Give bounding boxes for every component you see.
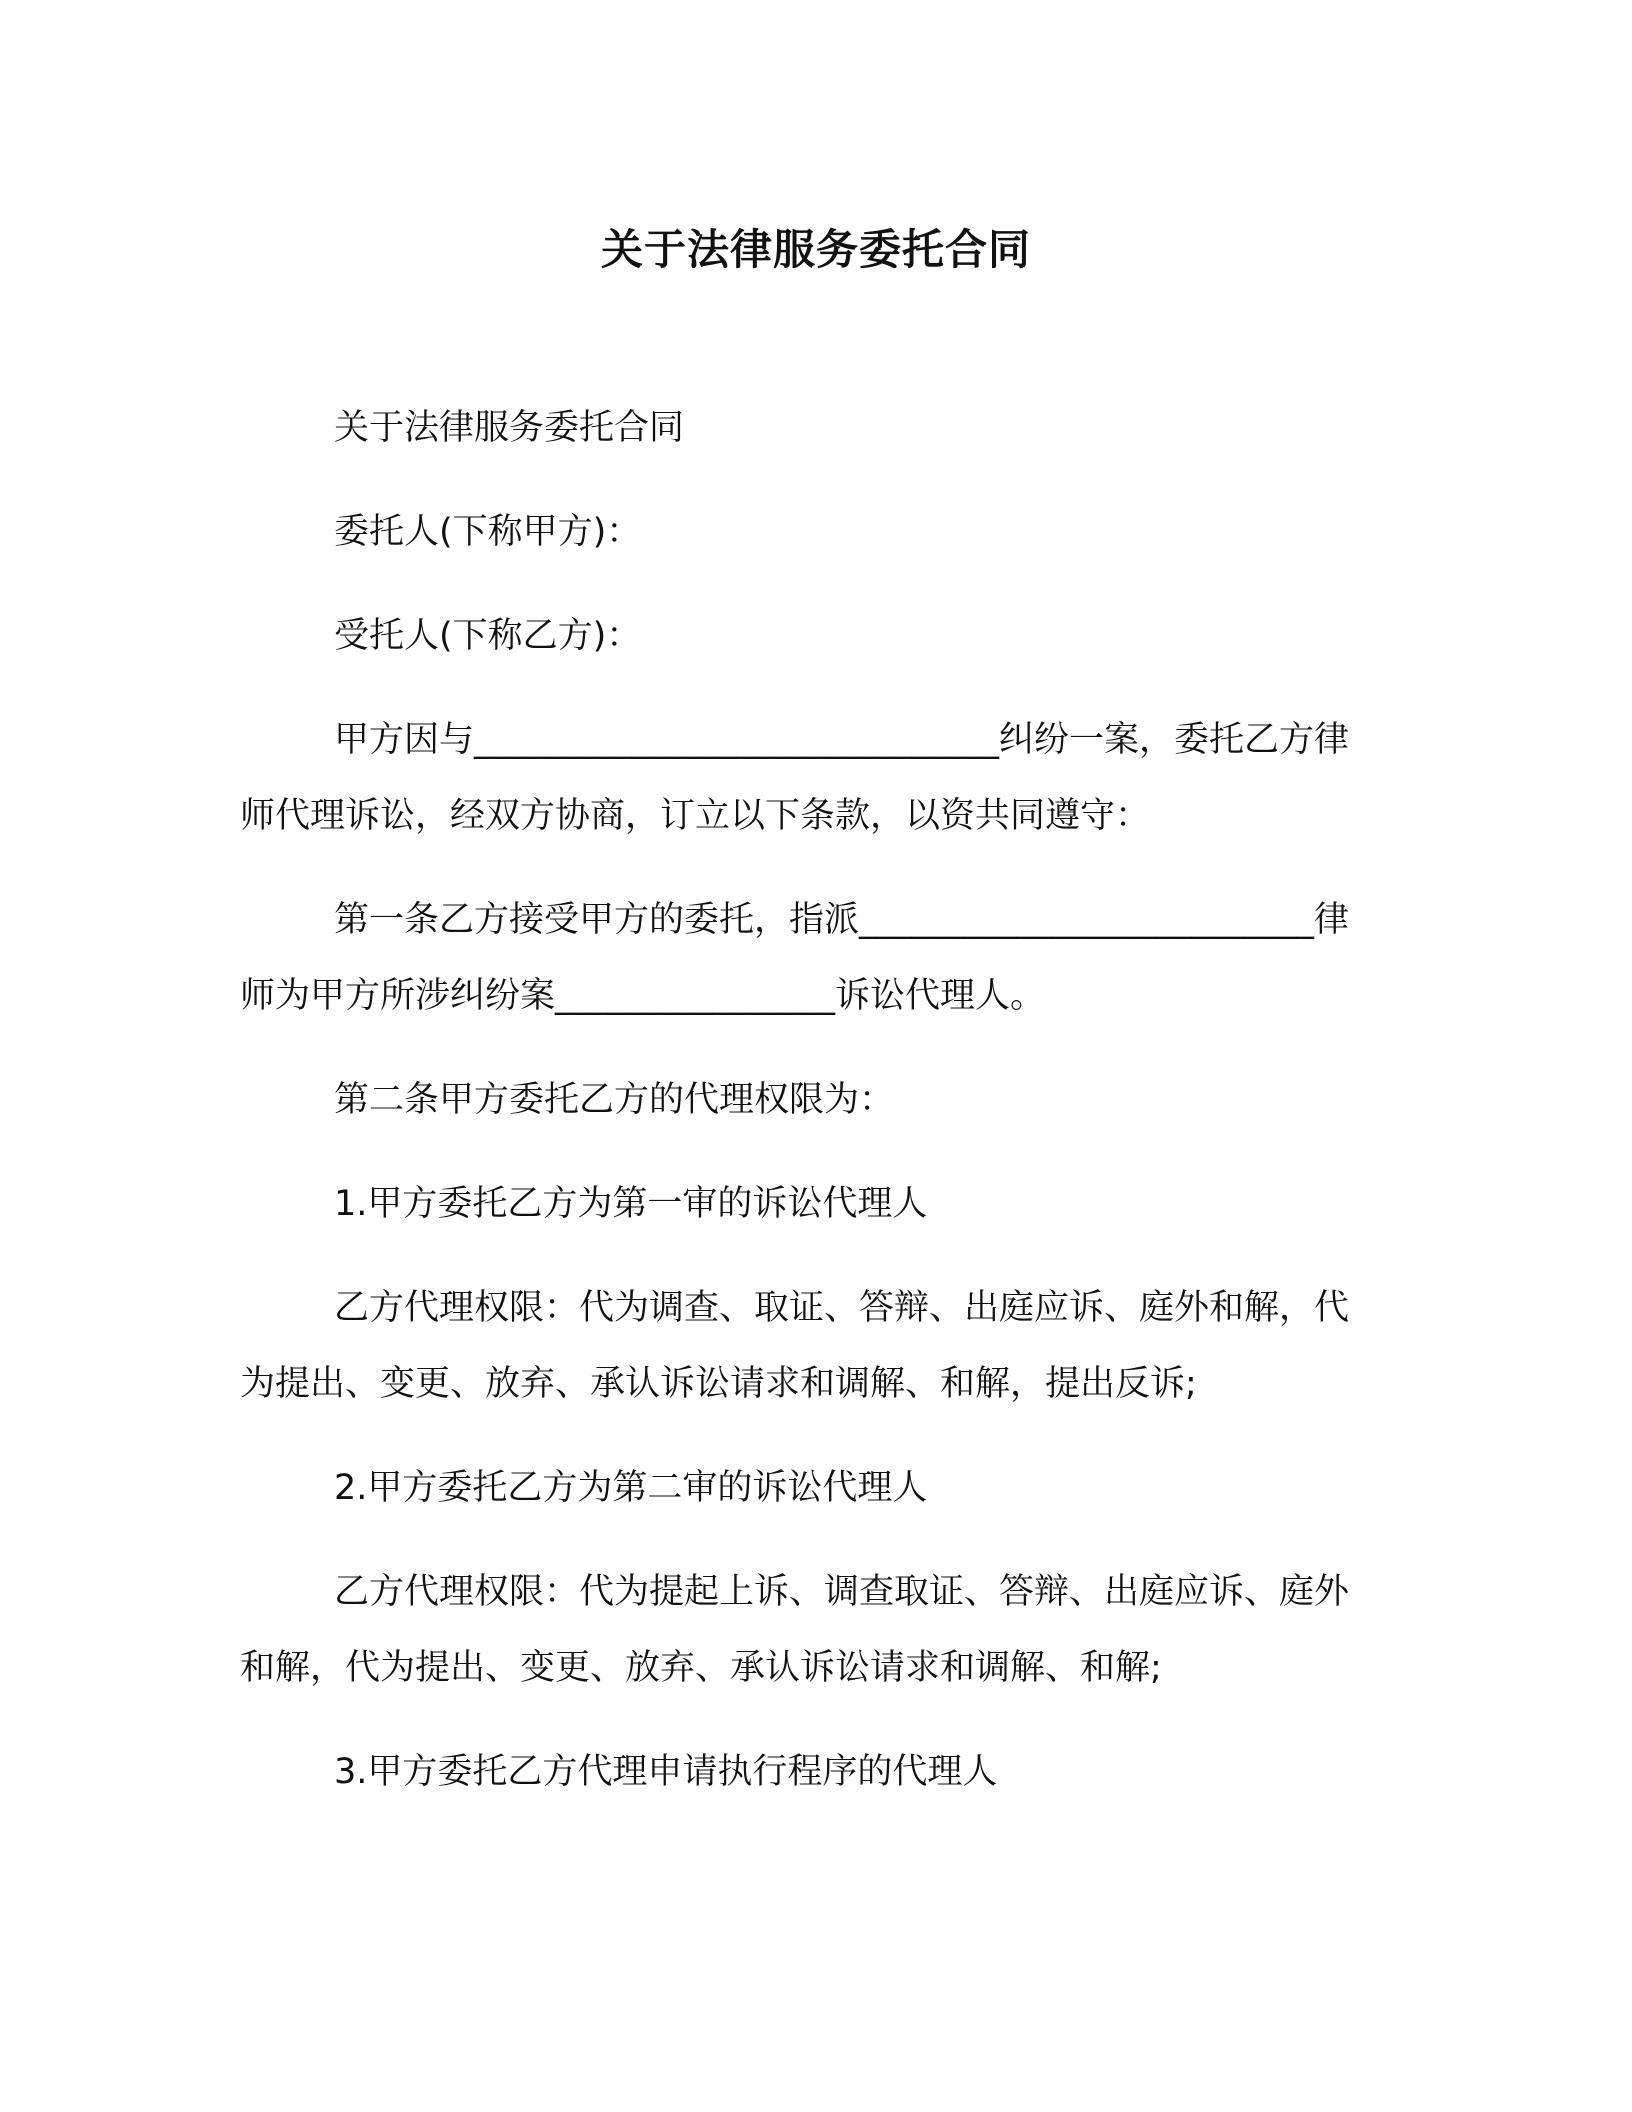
paragraph-preamble: 甲方因与______________________________纠纷一案，委托乙方律师代理诉讼，经双方协商，订立以下条款，以资共同遵守：: [240, 720, 1350, 836]
document-title: 关于法律服务委托合同: [600, 225, 1031, 274]
paragraph-item-1-scope: 乙方代理权限：代为调查、取证、答辩、出庭应诉、庭外和解，代为提出、变更、放弃、承认诉讼请求和调解、和解，提出反诉;: [240, 1288, 1350, 1404]
paragraph-item-2-scope: 乙方代理权限：代为提起上诉、调查取证、答辩、出庭应诉、庭外和解，代为提出、变更、放弃、承认诉讼请求和调解、和解;: [240, 1572, 1350, 1688]
paragraph-heading: 关于法律服务委托合同: [334, 408, 685, 448]
paragraph-item-1: 1.甲方委托乙方为第一审的诉讼代理人: [334, 1184, 928, 1224]
document-body: [240, 390, 1382, 1838]
paragraph-agent: 受托人(下称乙方)：: [334, 616, 642, 656]
paragraph-article-2: 第二条甲方委托乙方的代理权限为：: [334, 1080, 895, 1120]
paragraph-item-2: 2.甲方委托乙方为第二审的诉讼代理人: [334, 1468, 928, 1508]
paragraph-principal: 委托人(下称甲方)：: [334, 512, 642, 552]
paragraph-item-3: 3.甲方委托乙方代理申请执行程序的代理人: [334, 1752, 998, 1792]
paragraph-article-1: 第一条乙方接受甲方的委托，指派__________________________律师为甲方所涉纠纷案________________诉讼代理人。: [240, 900, 1350, 1016]
